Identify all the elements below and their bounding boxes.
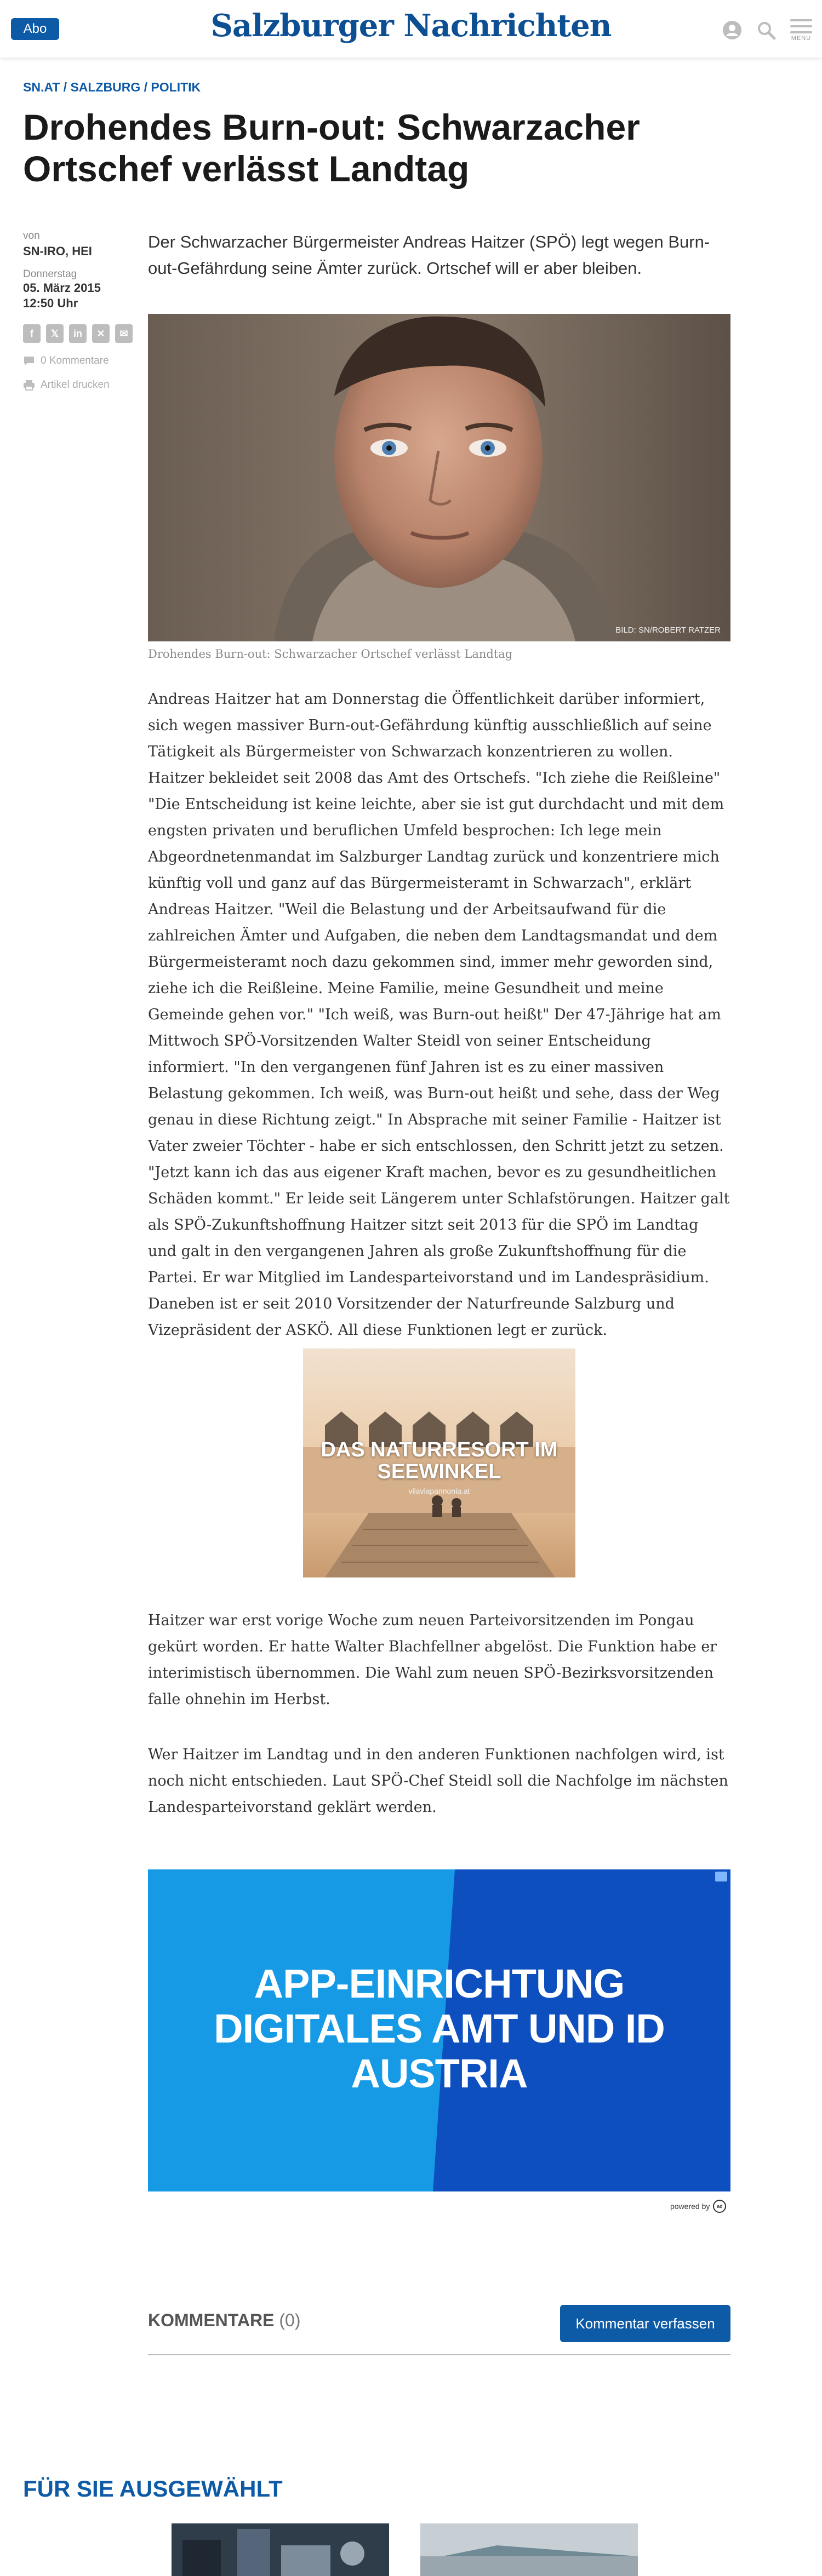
hero-image[interactable] bbox=[148, 314, 730, 641]
comments-link-label: 0 Kommentare bbox=[41, 355, 109, 366]
publish-time: 12:50 Uhr bbox=[23, 296, 78, 310]
comments-heading bbox=[148, 2310, 301, 2331]
ad-resort-url: vilaviapannonia.at bbox=[408, 1487, 470, 1495]
recommended-card-image bbox=[172, 2523, 389, 2576]
article-paragraph: Andreas Haitzer hat am Donnerstag die Öffentlichkeit darüber informiert, sich wegen massiver Burn-out-Gefährdung künftig ausschließlich auf seine Tätigkeit als Bürgermeister von Schwarzach konzentrieren zu wollen. Haitzer bekleidet seit 2008 das Amt des Ortschefs. "Ich ziehe die Reißleine" "Die Entscheidung ist keine leichte, aber sie ist gut durchdacht und mit dem engsten privaten und beruflichen Umfeld besprochen: Ich lege mein Abgeordnetenmandat im Salzburger Landtag zurück und konzentriere mich künftig voll und ganz auf das Bürgermeisteramt in Schwarzach", erklärt Andreas Haitzer. "Weil die Belastung und der Arbeitsaufwand für die zahlreichen Ämter und Aufgaben, die neben dem Landtagsmandat und dem Bürgermeisteramt noch dazu gekommen sind, immer mehr geworden sind, ziehe ich die Reißleine. Meine Familie, meine Gesundheit und meine Gemeinde gehen vor." "Ich weiß, was Burn-out heißt" Der 47-Jährige hat am Mittwoch SPÖ-Vorsitzenden Walter Steidl von seiner Entscheidung informiert. "In den vergangenen fünf Jahren ist es zu einer massiven Belastung gekommen. Ich weiß, was Burn-out heißt und sehe, dass der Weg genau in diese Richtung zeigt." In Absprache mit seiner Familie - Haitzer ist Vater zweier Töchter - habe er sich entschlossen, den Schritt jetzt zu setzen. "Jetzt kann ich das aus eigener Kraft machen, bevor es zu gesundheitlichen Schäden kommt." Er leide seit Längerem unter Schlafstörungen. Haitzer galt als SPÖ-Zukunftshoffnung Haitzer sitzt seit 2013 für die SPÖ im Landtag und galt in den vergangenen Jahren als große Zukunftshoffnung für die Partei. Er war Mitglied im Landesparteivorstand und im Landespräsidium. Daneben ist er seit 2010 Vorsitzender der Naturfreunde Salzburg und Vizepräsident der ASKÖ. All diese Funktionen legt er zurück. bbox=[148, 691, 730, 1339]
header-actions bbox=[708, 16, 812, 44]
author-label: von bbox=[23, 230, 40, 242]
image-caption: Drohendes Burn-out: Schwarzacher Ortschef verlässt Landtag bbox=[148, 647, 513, 661]
ad-id-austria-title: APP-EINRICHTUNG DIGITALES AMT UND ID AUSTRIA bbox=[214, 1961, 665, 2096]
recommended-card-image bbox=[420, 2523, 638, 2576]
adchoices-icon[interactable] bbox=[715, 1872, 727, 1881]
search-icon[interactable] bbox=[756, 20, 776, 40]
recommended-card[interactable] bbox=[420, 2523, 638, 2576]
ad-banner-resort[interactable] bbox=[303, 1349, 575, 1577]
write-comment-button[interactable]: Kommentar verfassen bbox=[560, 2305, 730, 2342]
linkedin-icon[interactable]: in bbox=[69, 324, 87, 343]
ad-powered-by bbox=[670, 2200, 726, 2213]
menu-label: MENU bbox=[791, 35, 812, 42]
abo-button[interactable]: Abo bbox=[11, 18, 59, 40]
top-header bbox=[0, 0, 822, 58]
powered-by-label: powered by bbox=[670, 2202, 710, 2211]
breadcrumb-item-sn[interactable]: SN.AT bbox=[23, 80, 60, 94]
article-lead: Der Schwarzacher Bürgermeister Andreas Haitzer (SPÖ) legt wegen Burn-out-Gefährdung seine Ämter zurück. Ortschef will er aber bleiben. bbox=[148, 232, 710, 278]
comments-count: (0) bbox=[279, 2310, 301, 2330]
portrait-photo bbox=[148, 314, 730, 641]
breadcrumb-separator: / bbox=[60, 80, 71, 94]
breadcrumb bbox=[23, 80, 201, 95]
comments-link[interactable] bbox=[23, 355, 133, 367]
publish-date: 05. März 2015 bbox=[23, 281, 101, 295]
recommended-heading: FÜR SIE AUSGEWÄHLT bbox=[23, 2476, 283, 2502]
comments-section bbox=[148, 2298, 730, 2355]
author-name: SN-IRO, HEI bbox=[23, 244, 92, 258]
ad-banner-id-austria[interactable] bbox=[148, 1869, 730, 2191]
share-bar bbox=[23, 324, 133, 343]
image-credit: BILD: SN/ROBERT RATZER bbox=[615, 626, 721, 635]
x-icon[interactable]: 𝕏 bbox=[46, 324, 64, 343]
xing-icon[interactable]: ✕ bbox=[92, 324, 110, 343]
article-paragraph: Haitzer war erst vorige Woche zum neuen Parteivorsitzenden im Pongau gekürt worden. Er hatte Walter Blachfellner abgelöst. Die Funktion habe er interimistisch übernommen. Die Wahl zum neuen SPÖ-Bezirksvorsitzenden falle ohnehin im Herbst. bbox=[148, 1612, 717, 1708]
article-paragraph: Wer Haitzer im Landtag und in den anderen Funktionen nachfolgen wird, ist noch nicht entschieden. Laut SPÖ-Chef Steidl soll die Nachfolge im nächsten Landesparteivorstand geklärt werden. bbox=[148, 1746, 728, 1816]
mail-icon[interactable]: ✉ bbox=[115, 324, 133, 343]
breadcrumb-item-politik[interactable]: POLITIK bbox=[151, 80, 201, 94]
print-link-label: Artikel drucken bbox=[41, 379, 110, 391]
brand-logo[interactable]: Salzburger Nachrichten bbox=[210, 8, 612, 44]
breadcrumb-separator: / bbox=[140, 80, 151, 94]
publish-weekday: Donnerstag bbox=[23, 268, 77, 280]
article-meta bbox=[23, 230, 133, 391]
recommended-card[interactable] bbox=[172, 2523, 389, 2576]
article-title: Drohendes Burn-out: Schwarzacher Ortschef verlässt Landtag bbox=[23, 107, 640, 189]
comments-heading-label: KOMMENTARE bbox=[148, 2310, 275, 2330]
ad-resort-title: DAS NATURRESORT IM SEEWINKEL bbox=[321, 1438, 558, 1483]
print-link[interactable] bbox=[23, 379, 133, 391]
facebook-icon[interactable]: f bbox=[23, 324, 41, 343]
menu-icon[interactable] bbox=[790, 19, 812, 42]
comment-icon bbox=[23, 355, 35, 366]
ad-network-logo-icon: ad bbox=[713, 2200, 726, 2213]
printer-icon bbox=[23, 380, 35, 391]
user-icon[interactable] bbox=[722, 20, 742, 40]
breadcrumb-item-salzburg[interactable]: SALZBURG bbox=[70, 80, 141, 94]
